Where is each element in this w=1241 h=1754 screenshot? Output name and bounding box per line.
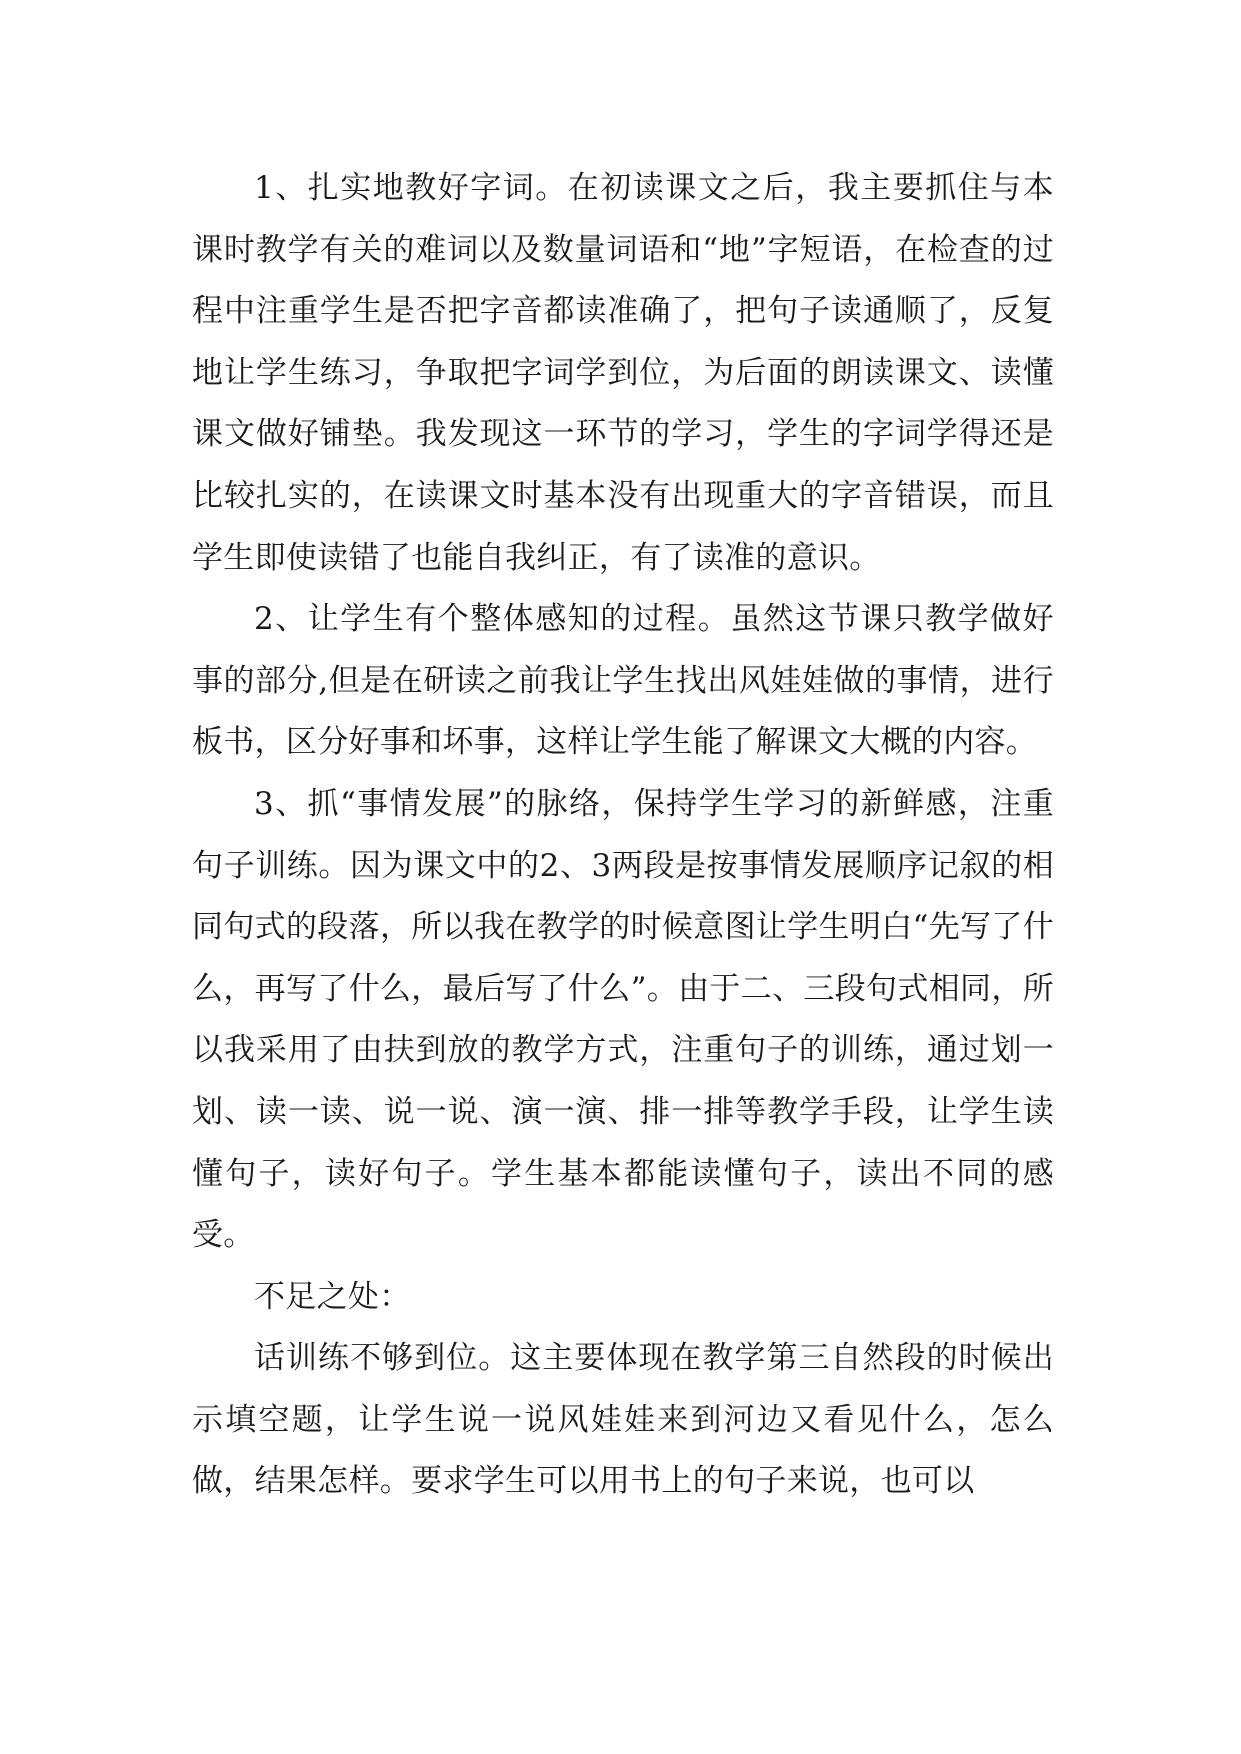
document-body — [192, 158, 1054, 1513]
paragraph-4: 话训练不够到位。这主要体现在教学第三自然段的时候出示填空题，让学生说一说风娃娃来到河边又看见什么，怎么做，结果怎样。要求学生可以用书上的句子来说，也可以 — [192, 1340, 1054, 1500]
section-heading-shortcomings: 不足之处： — [254, 1278, 411, 1315]
paragraph-2: 2、让学生有个整体感知的过程。虽然这节课只教学做好事的部分,但是在研读之前我让学生找出风娃娃做的事情，进行板书，区分好事和坏事，这样让学生能了解课文大概的内容。 — [192, 601, 1054, 761]
paragraph-1: 1、扎实地教好字词。在初读课文之后，我主要抓住与本课时教学有关的难词以及数量词语和“地”字短语，在检查的过程中注重学生是否把字音都读准确了，把句子读通顺了，反复地让学生练习，争取把字词学到位，为后面的朗读课文、读懂课文做好铺垫。我发现这一环节的学习，学生的字词学得还是比较扎实的，在读课文时基本没有出现重大的字音错误，而且学生即使读错了也能自我纠正，有了读准的意识。 — [192, 170, 1054, 576]
paragraph-3: 3、抓“事情发展”的脉络，保持学生学习的新鲜感，注重句子训练。因为课文中的2、3两段是按事情发展顺序记叙的相同句式的段落，所以我在教学的时候意图让学生明白“先写了什么，再写了什么，最后写了什么”。由于二、三段句式相同，所以我采用了由扶到放的教学方式，注重句子的训练，通过划一划、读一读、说一说、演一演、排一排等教学手段，让学生读懂句子，读好句子。学生基本都能读懂句子，读出不同的感受。 — [192, 785, 1054, 1254]
